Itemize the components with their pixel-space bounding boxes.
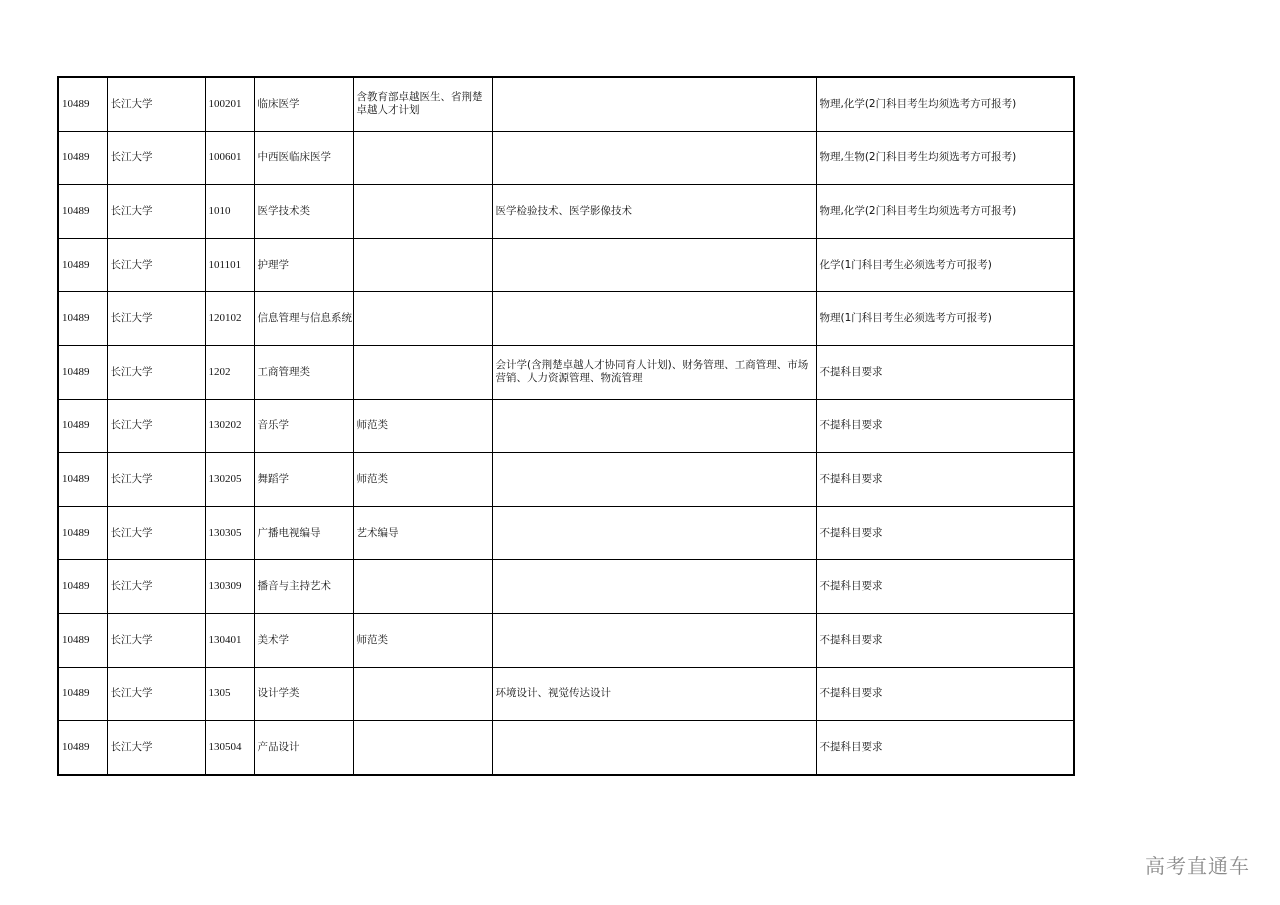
school-name-cell: 长江大学 xyxy=(107,131,205,185)
school-code-cell: 10489 xyxy=(58,131,107,185)
included-majors-cell xyxy=(492,77,816,131)
major-code-cell: 130309 xyxy=(205,560,254,614)
subject-requirement-cell: 化学(1门科目考生必须选考方可报考) xyxy=(816,238,1074,292)
major-name-cell: 音乐学 xyxy=(254,399,353,453)
major-name-cell: 舞蹈学 xyxy=(254,453,353,507)
major-name-cell: 美术学 xyxy=(254,613,353,667)
major-code-cell: 1202 xyxy=(205,345,254,399)
included-majors-cell xyxy=(492,292,816,346)
included-majors-cell xyxy=(492,399,816,453)
major-name-cell: 工商管理类 xyxy=(254,345,353,399)
school-name-cell: 长江大学 xyxy=(107,506,205,560)
table-row xyxy=(58,613,1074,667)
note-cell xyxy=(353,131,492,185)
table-row xyxy=(58,292,1074,346)
note-cell xyxy=(353,345,492,399)
subject-requirement-cell: 不提科目要求 xyxy=(816,399,1074,453)
school-code-cell: 10489 xyxy=(58,399,107,453)
note-cell xyxy=(353,560,492,614)
subject-requirement-cell: 不提科目要求 xyxy=(816,506,1074,560)
subject-requirement-cell: 物理(1门科目考生必须选考方可报考) xyxy=(816,292,1074,346)
note-cell: 含教育部卓越医生、省荆楚卓越人才计划 xyxy=(353,77,492,131)
included-majors-cell xyxy=(492,721,816,775)
school-name-cell: 长江大学 xyxy=(107,399,205,453)
table-row xyxy=(58,131,1074,185)
note-cell: 艺术编导 xyxy=(353,506,492,560)
table-row xyxy=(58,506,1074,560)
major-code-cell: 101101 xyxy=(205,238,254,292)
major-code-cell: 130305 xyxy=(205,506,254,560)
school-code-cell: 10489 xyxy=(58,292,107,346)
table-row xyxy=(58,667,1074,721)
table-row xyxy=(58,185,1074,239)
major-code-cell: 130205 xyxy=(205,453,254,507)
school-code-cell: 10489 xyxy=(58,667,107,721)
major-name-cell: 设计学类 xyxy=(254,667,353,721)
subject-requirement-cell: 物理,化学(2门科目考生均须选考方可报考) xyxy=(816,185,1074,239)
table-row xyxy=(58,560,1074,614)
included-majors-cell xyxy=(492,238,816,292)
table-row xyxy=(58,399,1074,453)
school-code-cell: 10489 xyxy=(58,77,107,131)
subject-requirement-cell: 不提科目要求 xyxy=(816,560,1074,614)
major-code-cell: 130401 xyxy=(205,613,254,667)
note-cell xyxy=(353,667,492,721)
table-body xyxy=(58,77,1074,775)
included-majors-cell: 医学检验技术、医学影像技术 xyxy=(492,185,816,239)
table-row xyxy=(58,345,1074,399)
included-majors-cell: 会计学(含荆楚卓越人才协同育人计划)、财务管理、工商管理、市场营销、人力资源管理、物流管理 xyxy=(492,345,816,399)
major-name-cell: 临床医学 xyxy=(254,77,353,131)
note-cell xyxy=(353,721,492,775)
major-code-cell: 130202 xyxy=(205,399,254,453)
included-majors-cell xyxy=(492,506,816,560)
major-code-cell: 100201 xyxy=(205,77,254,131)
school-code-cell: 10489 xyxy=(58,560,107,614)
admission-requirements-table xyxy=(57,76,1075,776)
major-name-cell: 广播电视编导 xyxy=(254,506,353,560)
major-code-cell: 1010 xyxy=(205,185,254,239)
school-name-cell: 长江大学 xyxy=(107,238,205,292)
school-name-cell: 长江大学 xyxy=(107,667,205,721)
subject-requirement-cell: 不提科目要求 xyxy=(816,453,1074,507)
included-majors-cell xyxy=(492,131,816,185)
included-majors-cell: 环境设计、视觉传达设计 xyxy=(492,667,816,721)
school-code-cell: 10489 xyxy=(58,345,107,399)
school-name-cell: 长江大学 xyxy=(107,292,205,346)
school-name-cell: 长江大学 xyxy=(107,721,205,775)
major-name-cell: 中西医临床医学 xyxy=(254,131,353,185)
subject-requirement-cell: 不提科目要求 xyxy=(816,667,1074,721)
note-cell: 师范类 xyxy=(353,613,492,667)
subject-requirement-cell: 不提科目要求 xyxy=(816,345,1074,399)
major-code-cell: 1305 xyxy=(205,667,254,721)
school-name-cell: 长江大学 xyxy=(107,453,205,507)
major-code-cell: 120102 xyxy=(205,292,254,346)
table-row xyxy=(58,721,1074,775)
note-cell: 师范类 xyxy=(353,453,492,507)
school-name-cell: 长江大学 xyxy=(107,345,205,399)
major-name-cell: 信息管理与信息系统 xyxy=(254,292,353,346)
subject-requirement-cell: 不提科目要求 xyxy=(816,721,1074,775)
school-name-cell: 长江大学 xyxy=(107,77,205,131)
included-majors-cell xyxy=(492,453,816,507)
major-name-cell: 播音与主持艺术 xyxy=(254,560,353,614)
school-code-cell: 10489 xyxy=(58,721,107,775)
school-code-cell: 10489 xyxy=(58,613,107,667)
subject-requirement-cell: 物理,生物(2门科目考生均须选考方可报考) xyxy=(816,131,1074,185)
note-cell: 师范类 xyxy=(353,399,492,453)
subject-requirement-cell: 不提科目要求 xyxy=(816,613,1074,667)
school-code-cell: 10489 xyxy=(58,238,107,292)
note-cell xyxy=(353,185,492,239)
major-code-cell: 100601 xyxy=(205,131,254,185)
school-code-cell: 10489 xyxy=(58,453,107,507)
major-name-cell: 产品设计 xyxy=(254,721,353,775)
school-code-cell: 10489 xyxy=(58,185,107,239)
major-name-cell: 护理学 xyxy=(254,238,353,292)
included-majors-cell xyxy=(492,560,816,614)
table-row xyxy=(58,238,1074,292)
table-row xyxy=(58,453,1074,507)
note-cell xyxy=(353,292,492,346)
major-code-cell: 130504 xyxy=(205,721,254,775)
school-name-cell: 长江大学 xyxy=(107,560,205,614)
subject-requirement-cell: 物理,化学(2门科目考生均须选考方可报考) xyxy=(816,77,1074,131)
school-code-cell: 10489 xyxy=(58,506,107,560)
table-row xyxy=(58,77,1074,131)
note-cell xyxy=(353,238,492,292)
major-name-cell: 医学技术类 xyxy=(254,185,353,239)
school-name-cell: 长江大学 xyxy=(107,185,205,239)
included-majors-cell xyxy=(492,613,816,667)
watermark: 高考直通车 xyxy=(1145,854,1250,878)
school-name-cell: 长江大学 xyxy=(107,613,205,667)
